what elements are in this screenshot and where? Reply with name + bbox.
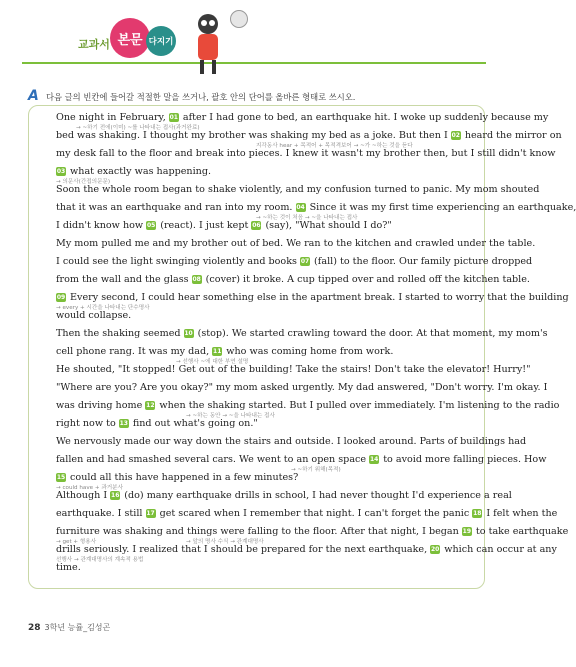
grammar-note: 지각동사 hear + 목적어 + 목적격보어 → ~가 ~하는 것을 듣다 (256, 143, 413, 149)
section-badge: 본문 (110, 18, 150, 58)
item-number-badge: 15 (56, 474, 66, 481)
passage-line: bed was shaking. I thought my brother was shaking my bed as a joke. But then I 02 heard the mirror on (56, 130, 562, 141)
section-letter: A (28, 88, 39, 104)
grammar-note: → ~하기 전에(이미) ~를 나타내는 접사(과거완료) (76, 125, 200, 131)
passage-line: Soon the whole room began to shake violently, and my confusion turned to panic. My mom shouted (56, 184, 540, 195)
page-footer (28, 622, 110, 633)
passage-line: I could see the light swinging violently and books 07 (fall) to the floor. Our family picture dropped (56, 256, 533, 267)
section-badge-secondary: 다지기 (146, 26, 176, 56)
item-number-badge: 09 (56, 294, 66, 301)
grammar-note: → ~하는 동안 → ~을 나타내는 접사 (186, 413, 275, 419)
passage-line: One night in February, 01 after I had gone to bed, an earthquake hit. I woke up suddenly because my (56, 112, 549, 123)
grammar-note: → 선행사 ~에 대한 부연 설명 (176, 359, 249, 365)
grammar-note: → 의문사(간접의문문) (56, 179, 111, 185)
item-number-badge: 02 (451, 132, 460, 139)
passage-line: my desk fall to the floor and break into pieces. I knew it wasn't my brother then, but I still didn't know (56, 148, 556, 159)
item-number-badge: 06 (252, 222, 261, 229)
passage-line: fallen and had smashed several cars. We went to an open space 14 to avoid more falling pieces. How (56, 454, 547, 465)
item-number-badge: 13 (119, 420, 128, 427)
grammar-note: → every + 시간을 나타내는 단수명사 (56, 305, 150, 311)
footer-label: 3학년 능률_김성곤 (44, 623, 111, 632)
passage-line: Then the shaking seemed 10 (stop). We started crawling toward the door. At that moment, my mom's (56, 328, 548, 339)
passage-line: time. (56, 562, 81, 573)
brand-label: 교과서 (78, 38, 110, 51)
item-number-badge: 19 (462, 528, 472, 535)
passage-line: 03 what exactly was happening. (56, 166, 212, 177)
item-number-badge: 20 (431, 546, 440, 553)
passage-line: I didn't know how 05 (react). I just kept 06 (say), "What should I do?" (56, 220, 392, 231)
item-number-badge: 10 (184, 330, 193, 337)
page-number: 28 (28, 623, 41, 633)
item-number-badge: 11 (213, 348, 222, 355)
passage-line: 15 could all this have happened in a few minutes? (56, 472, 299, 483)
passage-line: Although I 16 (do) many earthquake drills in school, I had never thought I'd experience a real (56, 490, 512, 501)
passage-line: 09 Every second, I could hear something else in the apartment break. I started to worry that the building (56, 292, 569, 303)
passage-line: We nervously made our way down the stairs and outside. I looked around. Parts of buildings had (56, 436, 527, 447)
item-number-badge: 07 (300, 258, 310, 265)
item-number-badge: 01 (169, 114, 178, 121)
passage-line: would collapse. (56, 310, 132, 321)
item-number-badge: 03 (56, 168, 66, 175)
item-number-badge: 18 (473, 510, 482, 517)
passage-line: "Where are you? Are you okay?" my mom asked urgently. My dad answered, "Don't worry. I'm okay. I (56, 382, 548, 393)
item-number-badge: 14 (369, 456, 379, 463)
grammar-note: → 앞의 명사 수식 → 관계대명사 (186, 539, 264, 545)
passage-line: furniture was shaking and things were falling to the floor. After that night, I began 19 to take earthquake (56, 526, 569, 537)
grammar-note: 선행사 → 관계대명사의 계속적 용법 (56, 557, 144, 563)
grammar-note: → get + 형용사 (56, 539, 97, 545)
passage-line: that it was an earthquake and ran into my room. 04 Since it was my first time experiencing an earthquake, (56, 202, 576, 213)
page-header (0, 0, 500, 90)
item-number-badge: 17 (146, 510, 155, 517)
section-instruction: 다음 글의 빈칸에 들어갈 적절한 말을 쓰거나, 괄호 안의 단어를 올바른 형태로 쓰시오. (46, 92, 356, 102)
passage-line: earthquake. I still 17 get scared when I remember that night. I can't forget the panic 18 I felt when the (56, 508, 558, 519)
grammar-note: → could have + 과거분사 (56, 485, 123, 491)
item-number-badge: 08 (192, 276, 201, 283)
grammar-note: → ~하는 것이 처음 → ~을 나타내는 접사 (256, 215, 358, 221)
passage-line: from the wall and the glass 08 (cover) it broke. A cup tipped over and rolled off the kitchen table. (56, 274, 530, 285)
passage-line: My mom pulled me and my brother out of bed. We ran to the kitchen and crawled under the table. (56, 238, 536, 249)
item-number-badge: 12 (146, 402, 155, 409)
item-number-badge: 05 (146, 222, 156, 229)
passage-line: right now to 13 find out what's going on." (56, 418, 258, 429)
grammar-note: → ~하기 위해(목적) (291, 467, 341, 473)
passage-line: was driving home 12 when the shaking started. But I pulled over immediately. I'm listening to the radio (56, 400, 560, 411)
header-rule (22, 62, 486, 64)
passage-line: He shouted, "It stopped! Get out of the building! Take the stairs! Don't take the elevator! Hurry!" (56, 364, 531, 375)
passage-line: drills seriously. I realized that I should be prepared for the next earthquake, 20 which can occur at any (56, 544, 557, 555)
mascot-ball-icon (230, 10, 248, 28)
passage-line: cell phone rang. It was my dad, 11 who was coming home from work. (56, 346, 394, 357)
mascot-icon (188, 10, 228, 80)
item-number-badge: 16 (111, 492, 120, 499)
item-number-badge: 04 (296, 204, 305, 211)
